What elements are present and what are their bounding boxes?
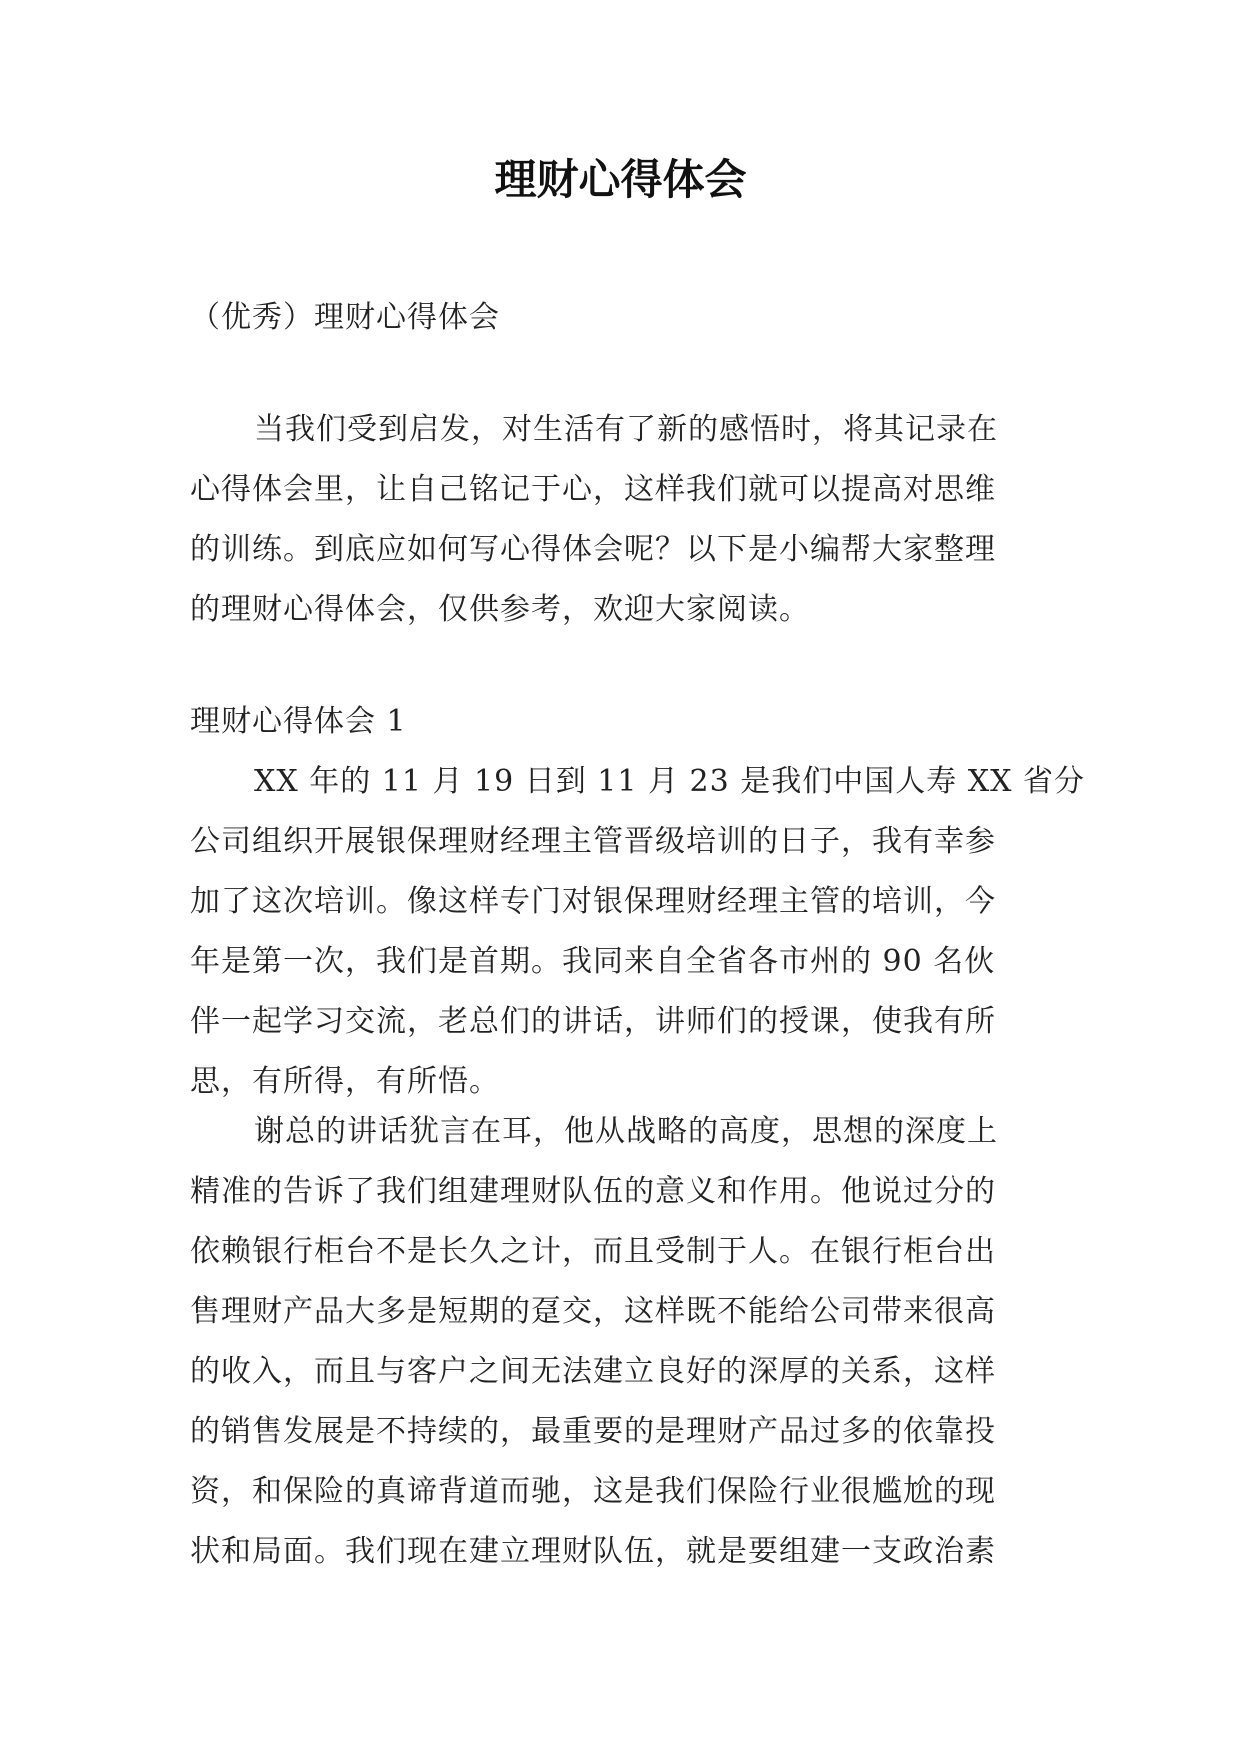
- document-subtitle: （优秀）理财心得体会: [190, 300, 500, 335]
- intro-line: 的理财心得体会，仅供参考，欢迎大家阅读。: [190, 592, 810, 627]
- paragraph-line: 的销售发展是不持续的，最重要的是理财产品过多的依靠投: [190, 1414, 996, 1449]
- paragraph-line: 状和局面。我们现在建立理财队伍，就是要组建一支政治素: [190, 1534, 996, 1569]
- paragraph-line: 售理财产品大多是短期的趸交，这样既不能给公司带来很高: [190, 1294, 996, 1329]
- paragraph-line: XX 年的 11 月 19 日到 11 月 23 是我们中国人寿 XX 省分: [254, 764, 1086, 799]
- intro-line: 的训练。到底应如何写心得体会呢？以下是小编帮大家整理: [190, 532, 996, 567]
- paragraph-line: 思，有所得，有所悟。: [190, 1064, 500, 1099]
- intro-paragraph: [190, 400, 1050, 640]
- paragraph-line: 加了这次培训。像这样专门对银保理财经理主管的培训，今: [190, 884, 996, 919]
- paragraph-line: 谢总的讲话犹言在耳，他从战略的高度，思想的深度上: [254, 1114, 998, 1149]
- intro-line: 心得体会里，让自己铭记于心，这样我们就可以提高对思维: [190, 472, 996, 507]
- paragraph-line: 伴一起学习交流，老总们的讲话，讲师们的授课，使我有所: [190, 1004, 996, 1039]
- paragraph-line: 资，和保险的真谛背道而驰，这是我们保险行业很尴尬的现: [190, 1474, 996, 1509]
- paragraph-line: 公司组织开展银保理财经理主管晋级培训的日子，我有幸参: [190, 824, 996, 859]
- paragraph-line: 精准的告诉了我们组建理财队伍的意义和作用。他说过分的: [190, 1174, 996, 1209]
- paragraph-2: [190, 1102, 1050, 1582]
- document-title: 理财心得体会: [494, 155, 747, 204]
- paragraph-line: 的收入，而且与客户之间无法建立良好的深厚的关系，这样: [190, 1354, 996, 1389]
- paragraph-line: 年是第一次，我们是首期。我同来自全省各市州的 90 名伙: [190, 944, 996, 979]
- section-heading: 理财心得体会 1: [190, 704, 407, 739]
- paragraph-1: [190, 752, 1086, 1112]
- intro-line: 当我们受到启发，对生活有了新的感悟时，将其记录在: [254, 412, 998, 447]
- paragraph-line: 依赖银行柜台不是长久之计，而且受制于人。在银行柜台出: [190, 1234, 996, 1269]
